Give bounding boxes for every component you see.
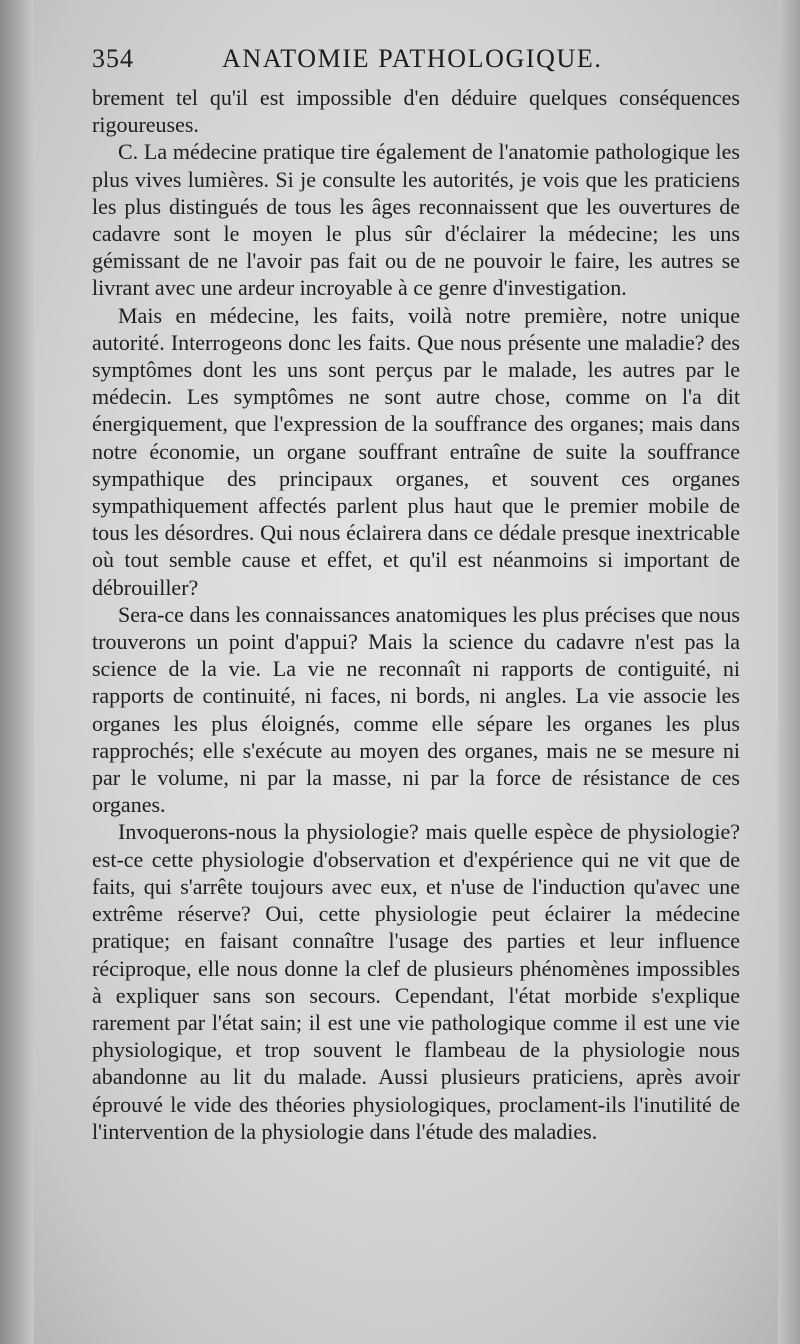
paragraph-anatomie: Sera-ce dans les connaissances anatomiques les plus précises que nous trouverons un point d'appui? Mais la science du cadavre n'est pas la science de la vie. La vie ne reconnaît ni rapports de contiguité, ni rapports de continuité, ni faces, ni bords, ni angles. La vie associe les organes les plus éloignés, comme elle sépare les organes les plus rapprochés; elle s'exécute au moyen des organes, mais ne se mesure ni par le volume, ni par la masse, ni par la force de résistance de ces organes. bbox=[92, 601, 740, 818]
body-text bbox=[92, 84, 740, 1145]
page-gutter-shadow bbox=[0, 0, 34, 1344]
paragraph-faits: Mais en médecine, les faits, voilà notre première, notre unique autorité. Interrogeons donc les faits. Que nous présente une maladie? des symptômes dont les uns sont perçus par le malade, les autres par le médecin. Les symptômes ne sont autre chose, comme on l'a dit énergiquement, que l'expression de la souffrance des organes; mais dans notre économie, un organe souffrant entraîne de suite la souffrance sympathique des principaux organes, et souvent ces organes sympathiquement affectés parlent plus haut que le premier mobile de tous les désordres. Qui nous éclairera dans ce dédale presque inextricable où tout semble cause et effet, et qu'il est néanmoins si important de débrouiller? bbox=[92, 302, 740, 600]
page-header bbox=[92, 44, 712, 84]
paragraph-continued: brement tel qu'il est impossible d'en déduire quelques conséquences rigoureuses. bbox=[92, 85, 740, 138]
paragraph-c: C. La médecine pratique tire également de l'anatomie pathologique les plus vives lumières. Si je consulte les autorités, je vois que les praticiens les plus distingués de tous les âges reconnaissent que les ouvertures de cadavre sont le moyen le plus sûr d'éclairer la médecine; les uns gémissant de ne l'avoir pas fait ou de ne pouvoir le faire, les autres se livrant avec une ardeur incroyable à ce genre d'investigation. bbox=[92, 139, 740, 301]
paragraph-physiologie: Invoquerons-nous la physiologie? mais quelle espèce de physiologie? est-ce cette physiologie d'observation et d'expérience qui ne vit que de faits, qui s'arrête toujours avec eux, et n'use de l'induction qu'avec une extrême réserve? Oui, cette physiologie peut éclairer la médecine pratique; en faisant connaître l'usage des parties et leur influence réciproque, elle nous donne la clef de plusieurs phénomènes impossibles à expliquer sans son secours. Cependant, l'état morbide s'explique rarement par l'état sain; il est une vie pathologique comme il est une vie physiologique, et trop souvent le flambeau de la physiologie nous abandonne au lit du malade. Aussi plusieurs praticiens, après avoir éprouvé le vide des théories physiologiques, proclament-ils l'inutilité de l'intervention de la physiologie dans l'étude des maladies. bbox=[92, 819, 740, 1144]
page-edge-shadow bbox=[778, 0, 800, 1344]
page-number: 354 bbox=[92, 44, 134, 73]
running-title: ANATOMIE PATHOLOGIQUE. bbox=[222, 44, 603, 73]
